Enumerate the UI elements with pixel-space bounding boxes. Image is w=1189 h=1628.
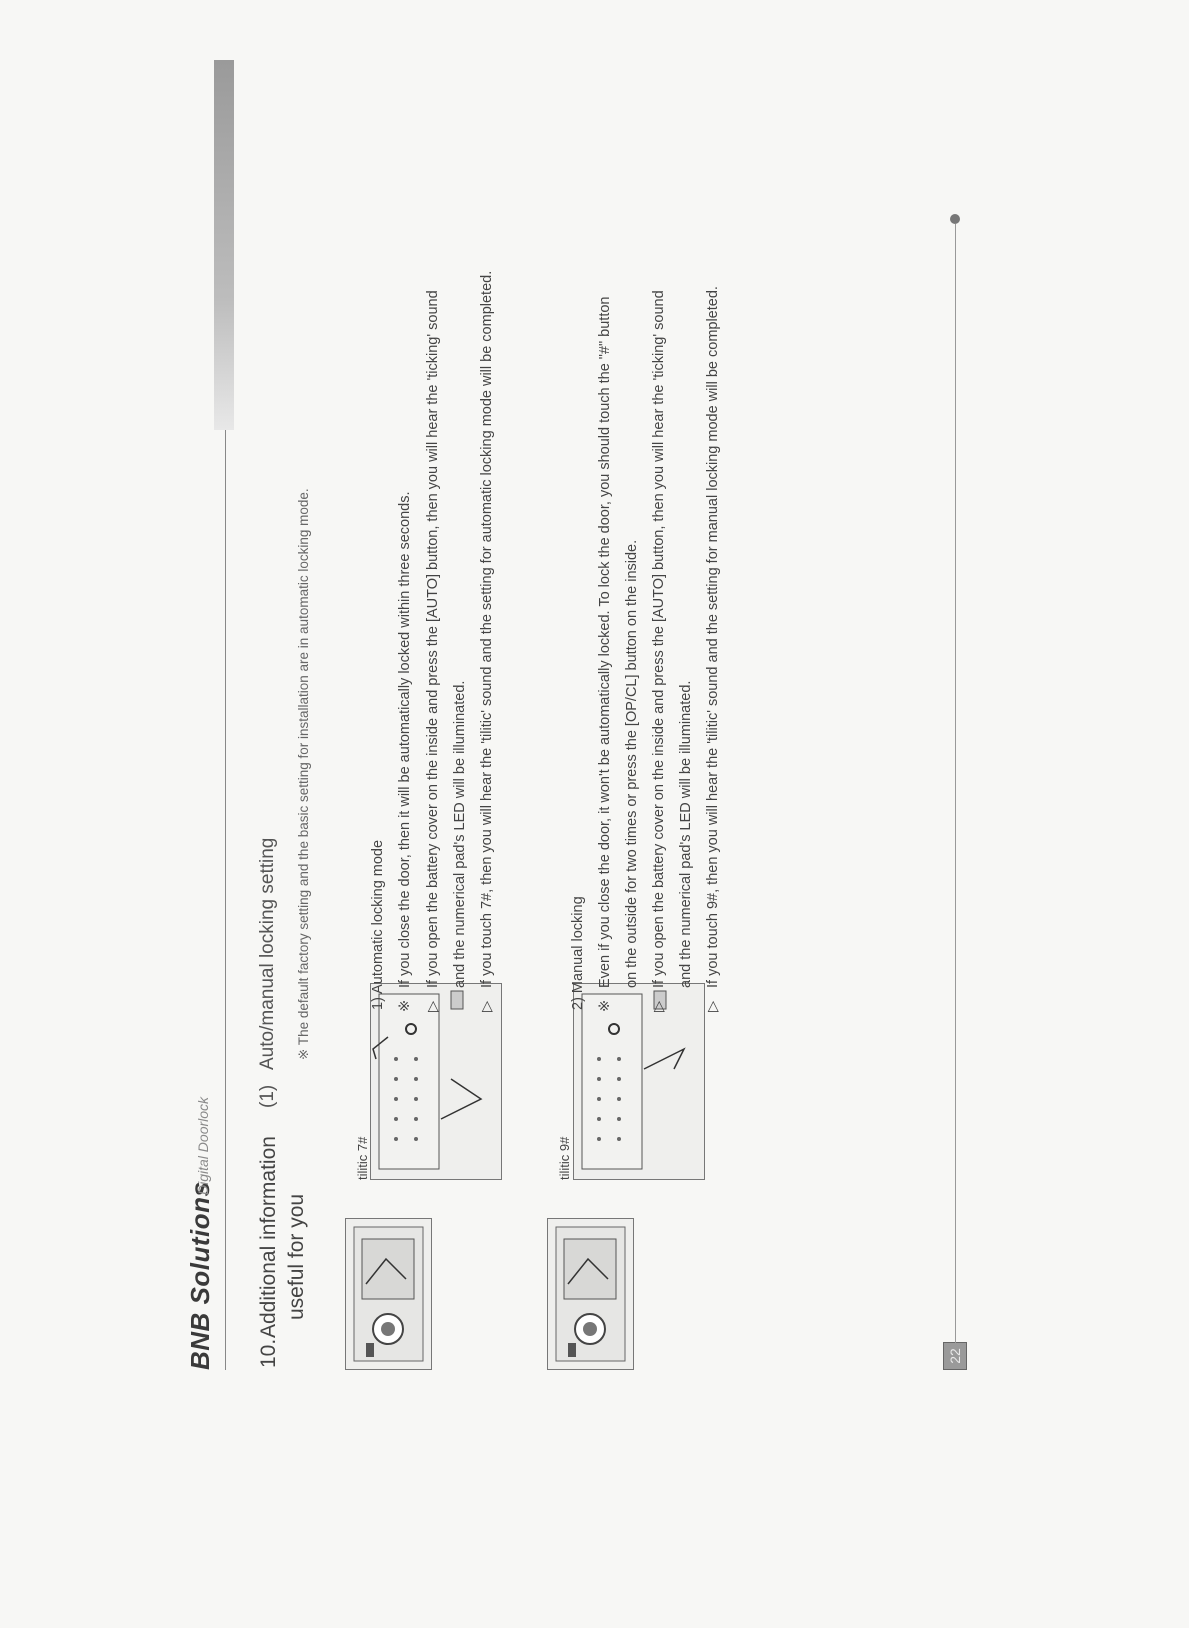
sound-label-auto: tilitic 7# — [355, 1136, 370, 1180]
keypad-illustration-manual — [573, 983, 705, 1180]
subsection-title: Auto/manual locking setting — [257, 837, 278, 1070]
rotated-manual-page — [185, 0, 1005, 1390]
keypad-illustration-auto — [370, 983, 502, 1180]
battery-cover-illustration-manual — [547, 1218, 634, 1370]
manual-mode-heading: 2) Manual locking — [570, 896, 586, 1010]
manual-line-3: ▷If you open the battery cover on the inside and press the [AUTO] button, then you will hear the 'ticking' sound — [651, 290, 667, 1012]
header-gradient-bar — [214, 60, 234, 430]
auto-line-2: ▷If you open the battery cover on the inside and press the [AUTO] button, then you will hear the 'ticking' sound — [425, 290, 441, 1012]
section-title-line1: Additional information — [257, 1136, 280, 1338]
manual-line-2: on the outside for two times or press the [OP/CL] button on the inside. — [624, 539, 640, 988]
manual-line-5: ▷If you touch 9#, then you will hear the 'tilitic' sound and the setting for manual locking mode will be completed. — [705, 286, 721, 1012]
brand-logo: BNB Solutions — [185, 1181, 215, 1370]
section-number: 10. — [257, 1338, 280, 1368]
footer-dot — [950, 214, 960, 224]
manual-line-1: ※Even if you close the door, it won't be automatically locked. To lock the door, you should touch the "#" button — [597, 296, 613, 1012]
auto-line-1: ※If you close the door, then it will be automatically locked within three seconds. — [397, 491, 413, 1012]
sound-label-manual: tilitic 9# — [557, 1136, 572, 1180]
battery-cover-illustration-auto — [345, 1218, 432, 1370]
auto-line-4: ▷If you touch 7#, then you will hear the 'tilitic' sound and the setting for automatic locking mode will be completed. — [479, 270, 495, 1012]
auto-mode-heading: 1) Automatic locking mode — [370, 839, 386, 1010]
brand-subtitle: Digital Doorlock — [195, 1096, 211, 1195]
section-title-line2: useful for you — [285, 1193, 308, 1320]
default-setting-note: ※ The default factory setting and the basic setting for installation are in automatic locking mode. — [296, 488, 311, 1060]
page-number: 22 — [943, 1342, 967, 1370]
footer-rule — [955, 224, 956, 1344]
subsection-number: (1) — [257, 1084, 278, 1108]
manual-line-4: and the numerical pad's LED will be illuminated. — [678, 680, 694, 988]
auto-line-3: and the numerical pad's LED will be illuminated. — [452, 680, 468, 988]
header-rule — [225, 430, 226, 1370]
